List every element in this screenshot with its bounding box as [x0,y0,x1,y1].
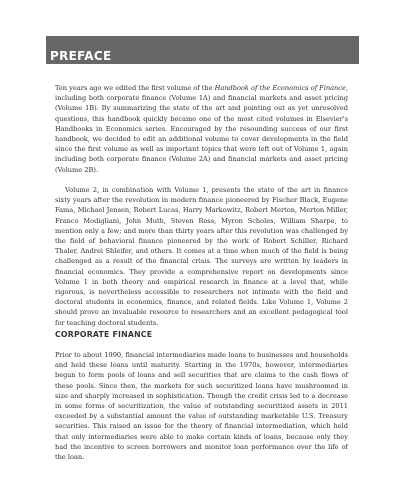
preface-paragraph-2-text: Volume 2, in combination with Volume 1, presents the state of the art in finance sixty years after the revolution in modern finance pioneered by Fischer Black, Eugene Fama, Michael Jensen, Robert Lucas, Harry Markowitz, Robert Merton, Merton Miller, Franco Modigliani, John Muth, Steven Ross, Myron Scholes, William Sharpe, to mention only a few; and more than thirty years after this revolution was challenged by the field of behavioral finance pioneered by the work of Robert Schiller, Richard Thaler, Andrei Shleifer, and others. It comes at a time when much of the field is being challenged as a result of the financial crisis. The surveys are written by leaders in financial economics. They provide a comprehensive report on developments since Volume 1 in both theory and empirical research in finance at a level that, while rigorous, is nevertheless accessible to researchers not intimate with the field and doctoral students in economics, finance, and related fields. Like Volume 1, Volume 2 should prove an invaluable resource to researchers and an excellent pedagogical tool for teaching doctoral students. [55,186,348,327]
handbook-title-italic: Handbook of the Economics of Finance [214,84,346,92]
preface-paragraph-1-start: Ten years ago we edited the first volume of the [55,84,215,92]
preface-banner [46,36,359,64]
preface-paragraph-1 [55,83,348,175]
preface-paragraph-2 [55,185,348,328]
preface-paragraph-1-rest: , including both corporate finance (Volume 1A) and financial markets and asset pricing (Volume 1B). By summarizing the state of the art and pointing out as yet unresolved questions, this handbook quickly became one of the most cited volumes in Elsevier's Handbooks in Economics series. Encouraged by the resounding success of our first handbook, we decided to edit an additional volume to cover developments in the field since the first volume as well as important topics that were left out of Volume 1, again including both corporate finance (Volume 2A) and financial markets and asset pricing (Volume 2B). [55,84,348,174]
corporate-finance-paragraph-1 [55,350,348,462]
preface-title: PREFACE [50,49,112,63]
corporate-finance-paragraph-1-text: Prior to about 1990, financial intermediaries made loans to businesses and households and held these loans until maturity. Starting in the 1970s, however, intermediaries began to form pools of loans and sell securities that are claims to the cash flows of these pools. Since then, the markets for such securitized loans have mushroomed in size and sharply increased in sophistication. Though the credit crisis led to a decrease in some forms of securitization, the value of outstanding securitized assets in 2011 exceeded by a substantial amount the value of outstanding marketable U.S. Treasury securities. This raised an issue for the theory of financial intermediation, which held that only intermediaries were able to make certain kinds of loans, because only they had the incentive to screen borrowers and monitor loan performance over the life of the loan. [55,351,348,462]
corporate-finance-heading: CORPORATE FINANCE [55,330,153,339]
